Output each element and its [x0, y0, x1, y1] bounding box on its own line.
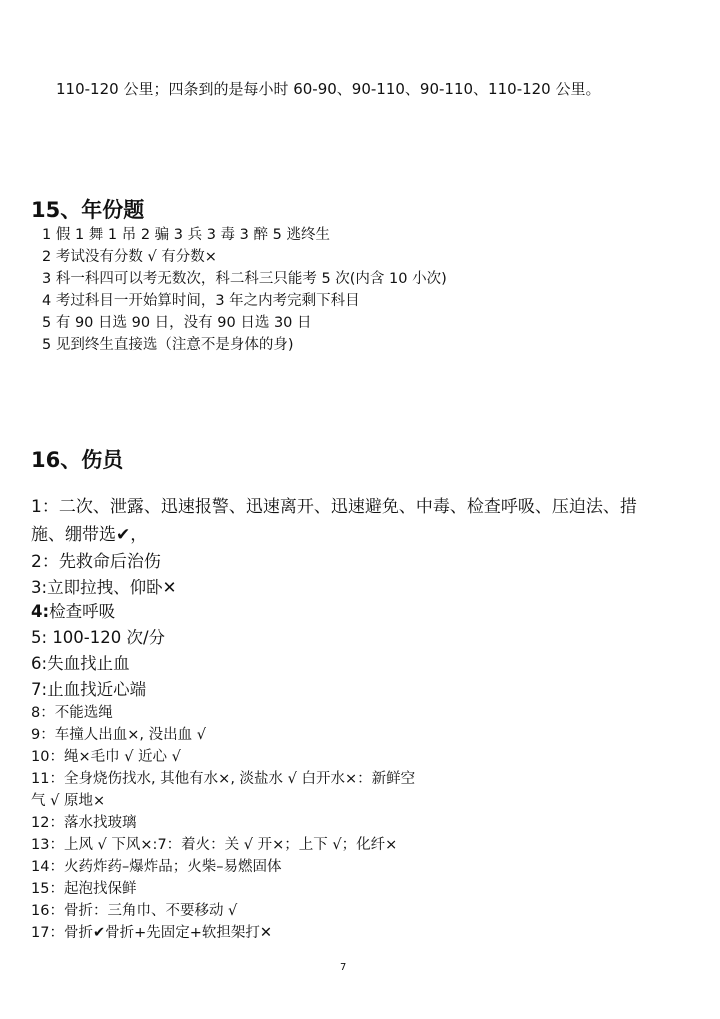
section-16-item: 2：先救命后治伤: [31, 552, 161, 572]
section-15-line: 2 考试没有分数 √ 有分数×: [42, 249, 217, 265]
section-16-item: 9：车撞人出血×, 没出血 √: [31, 727, 206, 743]
section-16-item: 12：落水找玻璃: [31, 815, 137, 831]
section-16-heading: 16、伤员: [31, 448, 124, 472]
page-number: 7: [340, 962, 347, 973]
section-16-item: 7:止血找近心端: [31, 680, 147, 699]
section-16-item: 3:立即拉拽、仰卧✕: [31, 578, 177, 597]
section-16-item: 15：起泡找保鲜: [31, 881, 137, 897]
section-15-line: 5 见到终生直接选（注意不是身体的身): [42, 337, 294, 353]
section-15-line: 5 有 90 日选 90 日，没有 90 日选 30 日: [42, 315, 312, 331]
section-16-item: 14：火药炸药–爆炸品；火柴–易燃固体: [31, 859, 282, 875]
section-16-item: 6:失血找止血: [31, 654, 130, 673]
section-16-item: 8：不能选绳: [31, 705, 113, 721]
section-16-item-continuation: 施、绷带选✔，: [31, 525, 148, 545]
section-16-item: 16：骨折：三角巾、不要移动 √: [31, 903, 238, 919]
section-15-line: 3 科一科四可以考无数次，科二科三只能考 5 次(内含 10 小次): [42, 271, 447, 287]
section-16-item: 17：骨折✔骨折+先固定+软担架打✕: [31, 925, 273, 941]
section-16-item: 11：全身烧伤找水, 其他有水×, 淡盐水 √ 白开水×：新鲜空: [31, 771, 416, 787]
continuation-line: 110-120 公里；四条到的是每小时 60-90、90-110、90-110、110-120 公里。: [56, 80, 601, 98]
section-16-item: 13：上风 √ 下风×:7：着火：关 √ 开×；上下 √；化纤×: [31, 837, 398, 853]
section-15-line: 1 假 1 舞 1 吊 2 骗 3 兵 3 毒 3 醉 5 逃终生: [42, 227, 330, 243]
item-number: 1: [31, 497, 42, 517]
section-15-heading: 15、年份题: [31, 198, 145, 222]
section-16-item: 5: 100-120 次/分: [31, 628, 166, 647]
section-16-item: 10：绳×毛巾 √ 近心 √: [31, 749, 181, 765]
section-16-item-continuation: 气 √ 原地×: [31, 793, 106, 809]
section-15-line: 4 考过科目一开始算时间，3 年之内考完剩下科目: [42, 293, 360, 309]
section-16-item: 4:检查呼吸: [31, 602, 116, 621]
section-16-item: 1：二次、泄露、迅速报警、迅速离开、迅速避免、中毒、检查呼吸、压迫法、措: [31, 497, 637, 517]
